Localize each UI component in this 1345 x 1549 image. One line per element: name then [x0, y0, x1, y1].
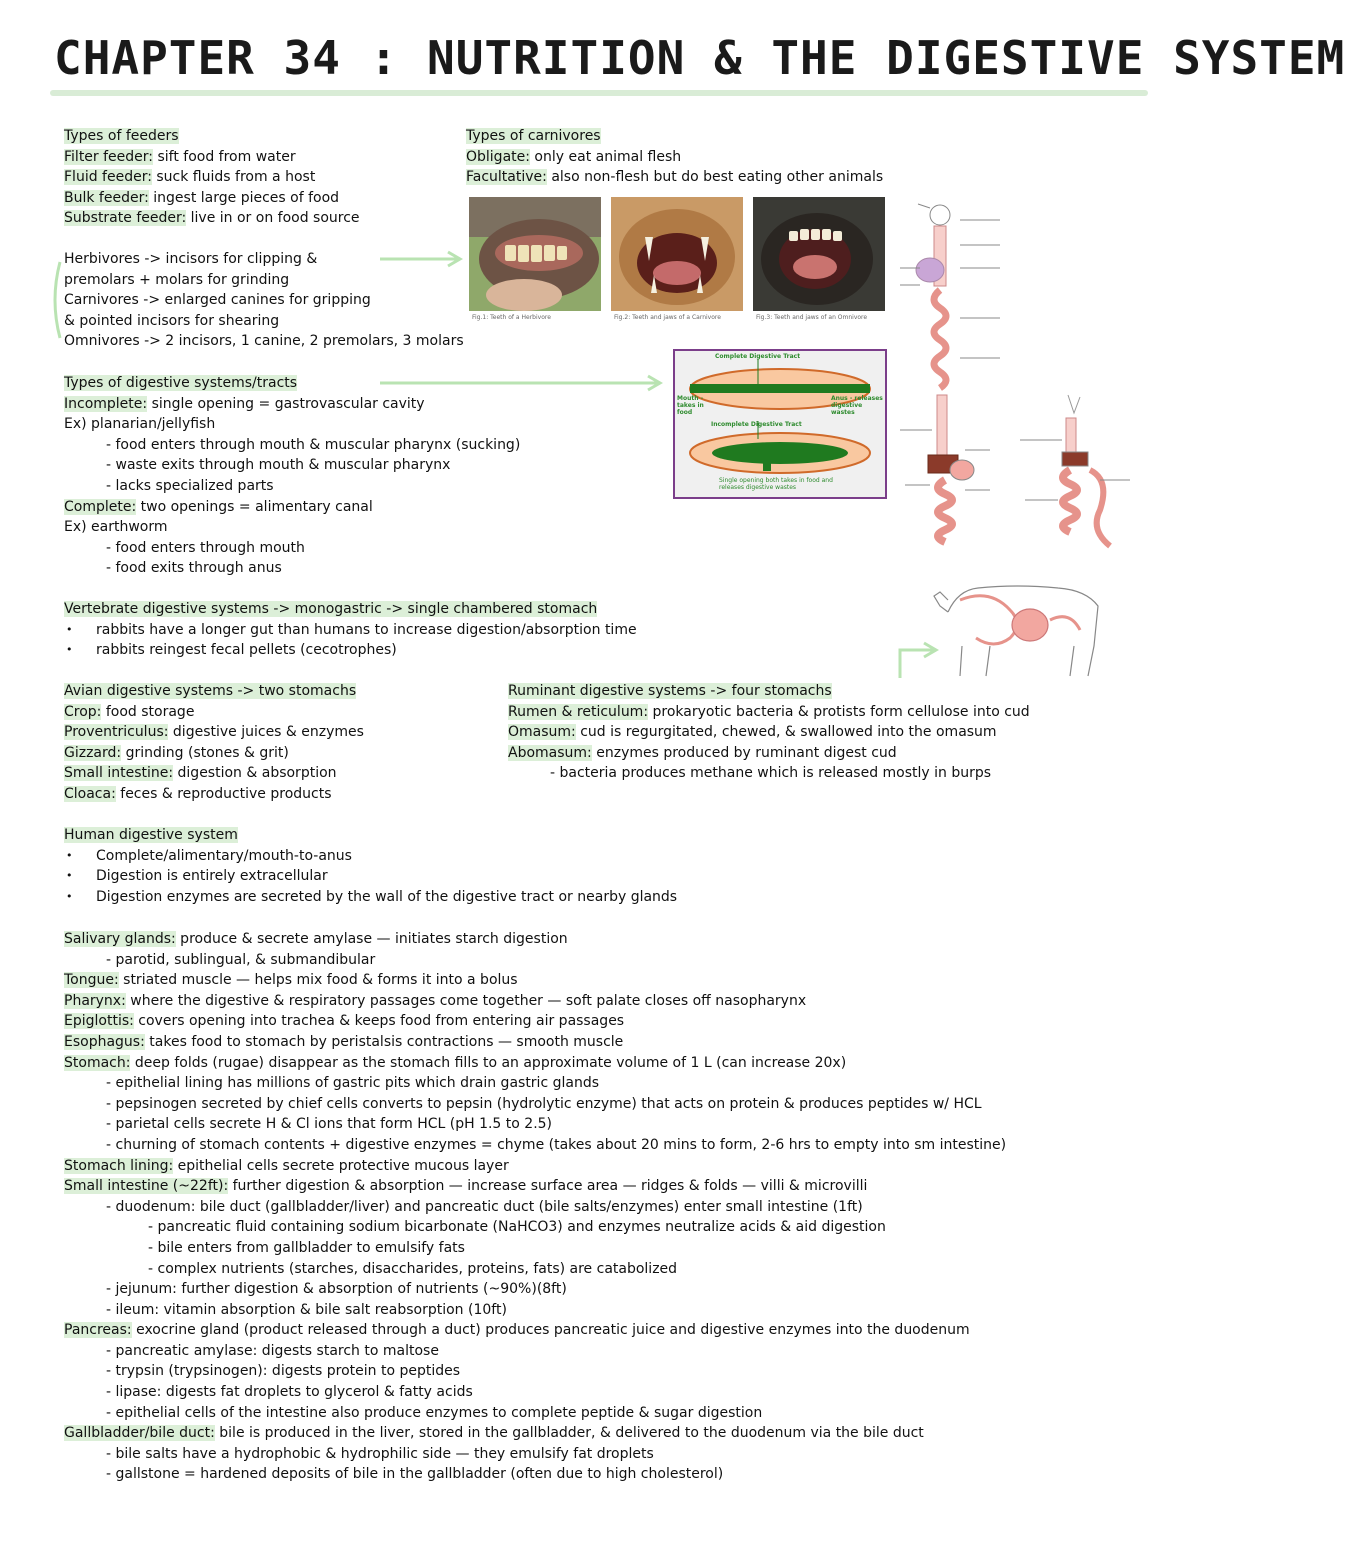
avian.lines-text: food storage: [101, 703, 195, 720]
organs-line: [64, 1279, 1194, 1300]
organs-line: [64, 991, 1194, 1012]
organs-text: - pancreatic amylase: digests starch to maltose: [106, 1342, 439, 1359]
organs-text: - pepsinogen secreted by chief cells converts to pepsin (hydrolytic enzyme) that acts on protein & produces peptides w/ HCL: [106, 1095, 982, 1112]
carnivores-section: [466, 126, 996, 188]
organs-text: - complex nutrients (starches, disaccharides, proteins, fats) are catabolized: [148, 1260, 678, 1277]
avian.lines-text: digestion & absorption: [173, 765, 337, 782]
ruminant.lines-text: prokaryotic bacteria & protists form cellulose into cud: [648, 703, 1030, 720]
bullet-item: • Digestion is entirely extracellular: [64, 866, 924, 887]
avian.lines-term: Proventriculus:: [64, 724, 169, 741]
organs-line: [64, 1114, 1194, 1135]
carnivores.lines-line: [466, 147, 996, 168]
herbivore-teeth-photo: [469, 197, 601, 311]
organs-line: [64, 1094, 1194, 1115]
incomplete-tract-title: Incomplete Digestive Tract: [711, 421, 802, 428]
avian.lines-term: Small intestine:: [64, 765, 174, 782]
ruminant.lines-line: [508, 763, 1188, 784]
organs-line: [64, 1011, 1194, 1032]
feeders-heading: Types of feeders: [64, 128, 179, 144]
ruminant.lines-term: Rumen & reticulum:: [508, 703, 649, 720]
anus-label: Anus - releases digestive wastes: [831, 395, 883, 416]
systems.lines-text: two openings = alimentary canal: [136, 498, 373, 515]
organs-line: [64, 1197, 1194, 1218]
organs-text: - pancreatic fluid containing sodium bicarbonate (NaHCO3) and enzymes neutralize acids & aid digestion: [148, 1219, 886, 1236]
feeders.lines-text: ingest large pieces of food: [148, 189, 340, 206]
avian.lines-text: grinding (stones & grit): [121, 744, 289, 761]
systems.lines-line: [64, 455, 664, 476]
organs-line: [64, 1053, 1194, 1074]
complete-tract-title: Complete Digestive Tract: [715, 353, 801, 360]
ruminant.lines-text: enzymes produced by ruminant digest cud: [591, 744, 897, 761]
organs-line: [64, 1073, 1194, 1094]
carnivore-teeth-photo: [611, 197, 743, 311]
omnivore-teeth-photo: [753, 197, 885, 311]
ruminant-digestive-diagram-icon: [934, 586, 1098, 676]
human-heading: Human digestive system: [64, 827, 238, 843]
organs-line: [64, 970, 1194, 991]
organs-text: - bile enters from gallbladder to emulsify fats: [148, 1239, 465, 1256]
organs-line: [64, 1464, 1194, 1485]
avian.lines-line: [64, 784, 504, 805]
systems-heading: Types of digestive systems/tracts: [64, 375, 298, 391]
organs-line: [64, 1444, 1194, 1465]
organs-text: - lipase: digests fat droplets to glycerol & fatty acids: [106, 1384, 473, 1401]
human-digestive-diagram-icon: [900, 395, 990, 542]
organs-text: epithelial cells secrete protective mucous layer: [173, 1157, 509, 1174]
organs-text: - jejunum: further digestion & absorption of nutrients (~90%)(8ft): [106, 1281, 567, 1298]
feeders.lines-line: [64, 208, 464, 229]
ruminant-section: [508, 681, 1188, 784]
systems.lines-line: [64, 476, 664, 497]
ruminant.lines-text: cud is regurgitated, chewed, & swallowed into the omasum: [575, 724, 997, 741]
systems.lines-term: Complete:: [64, 498, 137, 515]
organs-text: where the digestive & respiratory passages come together — soft palate closes off nasopharynx: [125, 992, 807, 1009]
human-section: [64, 825, 924, 907]
organs-text: - gallstone = hardened deposits of bile in the gallbladder (often due to high cholesterol): [106, 1466, 724, 1483]
feeders-section: [64, 126, 464, 229]
organs-line: [64, 1300, 1194, 1321]
systems.lines-text: - food exits through anus: [106, 560, 282, 577]
carnivores.lines-line: [466, 167, 996, 188]
feeders.lines-line: [64, 167, 464, 188]
organs-text: deep folds (rugae) disappear as the stomach fills to an approximate volume of 1 L (can increase 20x): [130, 1054, 847, 1071]
feeders.lines-line: [64, 147, 464, 168]
feeders.lines-text: live in or on food source: [186, 210, 360, 227]
systems.lines-text: - food enters through mouth & muscular pharynx (sucking): [106, 436, 521, 453]
teeth-bracket-icon: [55, 262, 60, 338]
systems.lines-text: Ex) earthworm: [64, 519, 168, 536]
organs-text: produce & secrete amylase — initiates starch digestion: [175, 931, 568, 947]
organs-term: Salivary glands:: [64, 931, 176, 947]
feeders.lines-term: Fluid feeder:: [64, 169, 152, 186]
avian.lines-text: feces & reproductive products: [115, 785, 332, 802]
digestive-tract-diagram: [673, 349, 887, 499]
systems.lines-text: single opening = gastrovascular cavity: [147, 395, 425, 412]
avian.lines-text: digestive juices & enzymes: [168, 724, 364, 741]
systems.lines-term: Incomplete:: [64, 395, 148, 412]
organs-term: Tongue:: [64, 972, 119, 989]
teeth-line: Omnivores -> 2 incisors, 1 canine, 2 premolars, 3 molars: [64, 333, 464, 350]
avian.lines-line: [64, 722, 504, 743]
organs-term: Esophagus:: [64, 1033, 145, 1050]
organs-text: - epithelial cells of the intestine also produce enzymes to complete peptide & sugar digestion: [106, 1404, 763, 1421]
systems.lines-line: [64, 497, 664, 518]
organs-line: [64, 950, 1194, 971]
carnivores.lines-text: only eat animal flesh: [529, 148, 682, 165]
organs-line: [64, 1382, 1194, 1403]
feeders.lines-text: suck fluids from a host: [151, 169, 316, 186]
organs-text: exocrine gland (product released through a duct) produces pancreatic juice and digestive enzymes into the duodenum: [131, 1322, 970, 1339]
bullet-item: • Digestion enzymes are secreted by the wall of the digestive tract or nearby glands: [64, 887, 924, 908]
teeth-line: Herbivores -> incisors for clipping &: [64, 251, 318, 267]
page-title: CHAPTER 34 : NUTRITION & THE DIGESTIVE SYSTEM: [54, 31, 1345, 85]
organs-term: Gallbladder/bile duct:: [64, 1425, 215, 1442]
organs-line: [64, 929, 1194, 950]
systems.lines-text: - lacks specialized parts: [106, 477, 274, 494]
feeders.lines-line: [64, 188, 464, 209]
title-underline: [50, 90, 1148, 96]
organs-line: [64, 1403, 1194, 1424]
systems.lines-line: [64, 414, 664, 435]
systems-section: [64, 373, 664, 579]
organs-text: - bile salts have a hydrophobic & hydrophilic side — they emulsify fat droplets: [106, 1445, 654, 1462]
organs-text: - epithelial lining has millions of gastric pits which drain gastric glands: [106, 1075, 600, 1092]
organs-line: [64, 1423, 1194, 1444]
mouth-label: Mouth - takes in food: [677, 395, 704, 416]
carnivores.lines-term: Facultative:: [466, 169, 547, 186]
organs-text: - ileum: vitamin absorption & bile salt reabsorption (10ft): [106, 1301, 507, 1318]
bullet-item: • Complete/alimentary/mouth-to-anus: [64, 846, 924, 867]
systems.lines-line: [64, 517, 664, 538]
carnivore-caption: Fig.2: Teeth and jaws of a Carnivore: [614, 314, 721, 321]
avian.lines-line: [64, 702, 504, 723]
single-opening-note: Single opening both takes in food and releases digestive wastes: [719, 477, 833, 491]
teeth-line: Carnivores -> enlarged canines for gripping: [64, 292, 371, 309]
organs-term: Pharynx:: [64, 992, 126, 1009]
avian.lines-term: Gizzard:: [64, 744, 122, 761]
ruminant.lines-line: [508, 702, 1188, 723]
organs-line: [64, 1361, 1194, 1382]
organs-text: bile is produced in the liver, stored in the gallbladder, & delivered to the duodenum via the bile duct: [214, 1425, 924, 1442]
organs-text: - churning of stomach contents + digestive enzymes = chyme (takes about 20 mins to form, 2-6 hrs to empty into sm intestine): [106, 1136, 1007, 1153]
organs-line: [64, 1176, 1194, 1197]
bullet-item: • rabbits reingest fecal pellets (cecotrophes): [64, 640, 924, 661]
vertebrate-section: [64, 599, 924, 661]
ruminant-heading: Ruminant digestive systems -> four stomachs: [508, 683, 832, 699]
omnivore-caption: Fig.3: Teeth and jaws of an Omnivore: [756, 314, 868, 321]
organs-text: - parotid, sublingual, & submandibular: [106, 951, 376, 968]
teeth-line: premolars + molars for grinding: [64, 271, 290, 288]
carnivores.lines-text: also non-flesh but do best eating other animals: [546, 169, 884, 186]
avian-heading: Avian digestive systems -> two stomachs: [64, 683, 357, 699]
systems.lines-line: [64, 538, 664, 559]
organs-term: Pancreas:: [64, 1322, 132, 1339]
bullet-item: • rabbits have a longer gut than humans to increase digestion/absorption time: [64, 620, 924, 641]
feeders.lines-term: Filter feeder:: [64, 148, 154, 165]
systems.lines-line: [64, 394, 664, 415]
teeth-line: & pointed incisors for shearing: [64, 312, 280, 329]
herbivore-caption: Fig.1: Teeth of a Herbivore: [472, 314, 551, 321]
ruminant.lines-line: [508, 722, 1188, 743]
organs-text: striated muscle — helps mix food & forms it into a bolus: [118, 972, 518, 989]
systems.lines-text: - food enters through mouth: [106, 539, 305, 556]
ruminant.lines-term: Abomasum:: [508, 744, 592, 761]
organs-line: [64, 1259, 1194, 1280]
organs-section: [64, 929, 1194, 1485]
organs-text: - trypsin (trypsinogen): digests protein to peptides: [106, 1363, 461, 1380]
feeders.lines-term: Substrate feeder:: [64, 210, 187, 227]
avian-section: [64, 681, 504, 805]
organs-line: [64, 1238, 1194, 1259]
avian.lines-term: Cloaca:: [64, 785, 116, 802]
organs-text: - parietal cells secrete H & Cl ions that form HCL (pH 1.5 to 2.5): [106, 1116, 553, 1133]
ruminant.lines-term: Omasum:: [508, 724, 576, 741]
organs-line: [64, 1217, 1194, 1238]
organs-line: [64, 1341, 1194, 1362]
organs-line: [64, 1156, 1194, 1177]
organs-term: Epiglottis:: [64, 1013, 134, 1030]
organs-term: Stomach lining:: [64, 1157, 174, 1174]
bird-digestive-diagram-icon: [900, 204, 1000, 388]
organs-term: Small intestine (~22ft):: [64, 1178, 229, 1195]
systems.lines-line: [64, 435, 664, 456]
ruminant.lines-line: [508, 743, 1188, 764]
systems.lines-line: [64, 558, 664, 579]
organs-text: further digestion & absorption — increase surface area — ridges & folds — villi & microvilli: [228, 1178, 868, 1195]
rabbit-digestive-diagram-icon: [1020, 395, 1130, 546]
organs-text: - duodenum: bile duct (gallbladder/liver) and pancreatic duct (bile salts/enzymes) enter small intestine (1ft): [106, 1198, 863, 1215]
organs-text: takes food to stomach by peristalsis contractions — smooth muscle: [144, 1033, 624, 1050]
avian.lines-line: [64, 763, 504, 784]
organs-line: [64, 1135, 1194, 1156]
carnivores.lines-term: Obligate:: [466, 148, 530, 165]
systems.lines-text: - waste exits through mouth & muscular pharynx: [106, 457, 451, 474]
avian.lines-line: [64, 743, 504, 764]
ruminant.lines-text: - bacteria produces methane which is released mostly in burps: [550, 765, 992, 782]
feeders.lines-term: Bulk feeder:: [64, 189, 149, 206]
feeders.lines-text: sift food from water: [153, 148, 296, 165]
avian.lines-term: Crop:: [64, 703, 102, 720]
organs-term: Stomach:: [64, 1054, 131, 1071]
organs-line: [64, 1320, 1194, 1341]
carnivores-heading: Types of carnivores: [466, 128, 601, 144]
organs-line: [64, 1032, 1194, 1053]
systems.lines-text: Ex) planarian/jellyfish: [64, 416, 216, 433]
vertebrate-heading: Vertebrate digestive systems -> monogastric -> single chambered stomach: [64, 601, 598, 617]
organs-text: covers opening into trachea & keeps food from entering air passages: [133, 1013, 625, 1030]
